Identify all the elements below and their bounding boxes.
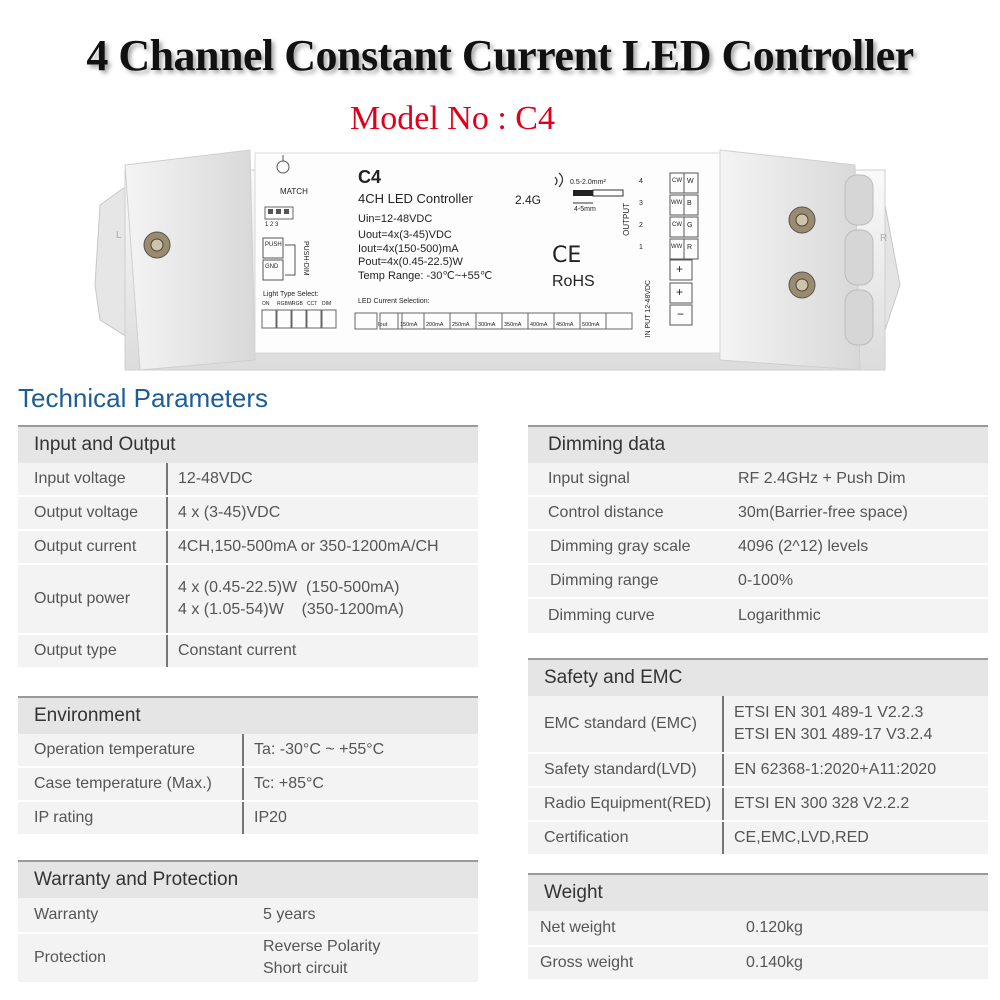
light-type: CCT [307, 301, 318, 307]
table-row [528, 463, 988, 497]
table-row [18, 565, 478, 635]
channel-a: WW [671, 244, 683, 250]
current-value: 200mA [426, 322, 444, 328]
ce-mark: CE [552, 243, 582, 268]
current-value: 500mA [582, 322, 600, 328]
controller-illustration [80, 145, 920, 385]
device-model: C4 [358, 167, 382, 187]
param-key: EMC standard (EMC) [528, 696, 724, 752]
param-key: Output type [18, 635, 168, 667]
param-key: Net weight [540, 919, 616, 936]
dip-numbers: 1 2 3 [265, 222, 279, 228]
param-key: Output power [18, 565, 168, 633]
warranty-table [18, 860, 478, 984]
section-header: Dimming data [528, 425, 988, 463]
table-row [18, 802, 478, 836]
table-row [528, 788, 988, 822]
current-value: 250mA [452, 322, 470, 328]
current-value: 400mA [530, 322, 548, 328]
param-key: Control distance [548, 504, 664, 521]
push-dim-label: PUSH-DIM [302, 241, 309, 276]
param-value: 12-48VDC [178, 470, 253, 487]
table-row [528, 696, 988, 754]
param-value: 4CH,150-500mA or 350-1200mA/CH [178, 538, 439, 555]
channel-num: 4 [639, 178, 643, 185]
table-row [18, 768, 478, 802]
light-type-select-label: Light Type Select: [263, 291, 319, 298]
channel-b: W [687, 178, 694, 185]
param-value: 30m(Barrier-free space) [738, 504, 908, 521]
param-key: Warranty [34, 906, 99, 923]
current-value: 300mA [478, 322, 496, 328]
push-label: PUSH [265, 242, 282, 248]
table-row [18, 497, 478, 531]
param-key: IP rating [18, 802, 244, 834]
table-row [18, 463, 478, 497]
page-title: 4 Channel Constant Current LED Controller [86, 31, 914, 80]
dimming-table [528, 425, 988, 635]
current-values [378, 322, 608, 328]
side-r-mark: R [880, 233, 888, 244]
param-key: Gross weight [540, 954, 634, 971]
param-value: 4 x (3-45)VDC [178, 504, 281, 521]
model-number: Model No : C4 [350, 100, 555, 137]
device-name: 4CH LED Controller [358, 191, 473, 206]
param-value: 4 x (0.45-22.5)W (150-500mA) 4 x (1.05-54)W (350-1200mA) [178, 579, 404, 618]
light-type: RGBW [277, 301, 293, 307]
temp-spec: Temp Range: -30℃~+55℃ [358, 270, 493, 282]
light-types [262, 301, 337, 307]
wire-spec: 0.5-2.0mm² [570, 179, 606, 186]
table-row [528, 497, 988, 531]
param-key: Output voltage [18, 497, 168, 529]
product-image [80, 145, 920, 385]
section-header: Input and Output [18, 425, 478, 463]
terminal-minus: − [677, 307, 685, 321]
table-row [528, 531, 988, 565]
channel-a: WW [671, 200, 683, 206]
channel-a: CW [672, 222, 682, 228]
param-value: 0.140kg [746, 954, 803, 971]
param-value: 4096 (2^12) levels [738, 538, 869, 555]
param-value: Ta: -30°C ~ +55°C [254, 741, 385, 758]
param-key: Input voltage [18, 463, 168, 495]
led-current-selection-label: LED Current Selection: [358, 298, 430, 305]
param-key: Dimming range [550, 572, 659, 589]
terminal-plus: + [676, 262, 684, 276]
param-value: Logarithmic [738, 607, 821, 624]
current-value: 350mA [504, 322, 522, 328]
param-value: CE,EMC,LVD,RED [734, 829, 869, 846]
table-row [18, 531, 478, 565]
param-value: ETSI EN 301 489-1 V2.2.3 ETSI EN 301 489-17 V3.2.4 [734, 704, 933, 743]
param-value: 0.120kg [746, 919, 803, 936]
param-value: Constant current [178, 642, 297, 659]
current-value: 150mA [400, 322, 418, 328]
section-header: Environment [18, 696, 478, 734]
current-value: Iout [378, 322, 388, 328]
match-label: MATCH [280, 187, 308, 196]
channel-num: 3 [639, 200, 643, 207]
table-row [528, 599, 988, 635]
param-value: RF 2.4GHz + Push Dim [738, 470, 906, 487]
table-row [18, 734, 478, 768]
table-row [18, 898, 478, 934]
channel-num: 1 [639, 244, 643, 251]
table-row [528, 754, 988, 788]
param-key: Dimming curve [548, 607, 655, 624]
param-value: 5 years [263, 906, 316, 923]
channel-b: R [687, 244, 693, 251]
input-output-table [18, 425, 478, 669]
output-label: OUTPUT [622, 203, 631, 236]
side-l-mark: L [116, 230, 122, 241]
environment-table [18, 696, 478, 836]
table-row [528, 822, 988, 856]
pout-spec: Pout=4x(0.45-22.5)W [358, 256, 463, 268]
light-type: RGB [292, 301, 303, 307]
param-value: Tc: +85°C [254, 775, 324, 792]
light-type: ON [262, 301, 270, 307]
table-row [528, 911, 988, 947]
param-key: Dimming gray scale [550, 538, 691, 555]
param-key: Certification [528, 822, 724, 854]
param-key: Case temperature (Max.) [18, 768, 244, 800]
param-value: Reverse Polarity Short circuit [263, 938, 381, 977]
terminal-plus: + [676, 285, 684, 299]
technical-parameters-title: Technical Parameters [18, 383, 268, 413]
channel-b: B [687, 200, 692, 207]
table-row [528, 947, 988, 981]
section-header: Weight [528, 873, 988, 911]
gnd-label: GND [265, 264, 279, 270]
safety-table [528, 658, 988, 856]
channel-b: G [687, 222, 693, 229]
param-key: Output current [18, 531, 168, 563]
section-header: Safety and EMC [528, 658, 988, 696]
param-key: Input signal [548, 470, 630, 487]
channel-num: 2 [639, 222, 643, 229]
section-header: Warranty and Protection [18, 860, 478, 898]
param-key: Operation temperature [18, 734, 244, 766]
freq-label: 2.4G [515, 193, 542, 207]
strip-length: 4-5mm [574, 206, 596, 213]
uout-spec: Uout=4x(3-45)VDC [358, 229, 452, 241]
table-row [528, 565, 988, 599]
param-value: EN 62368-1:2020+A11:2020 [734, 761, 937, 778]
rohs-mark: RoHS [552, 273, 595, 290]
current-value: 450mA [556, 322, 574, 328]
param-value: ETSI EN 300 328 V2.2.2 [734, 795, 910, 812]
weight-table [528, 873, 988, 981]
param-key: Safety standard(LVD) [528, 754, 724, 786]
iout-spec: Iout=4x(150-500)mA [358, 243, 459, 255]
param-key: Protection [34, 949, 107, 966]
param-value: 0-100% [738, 572, 794, 589]
param-value: IP20 [254, 809, 287, 826]
channel-a: CW [672, 178, 682, 184]
input-label: IN PUT 12-48VDC [645, 280, 652, 338]
table-row [18, 934, 478, 984]
table-row [18, 635, 478, 669]
param-key: Radio Equipment(RED) [528, 788, 724, 820]
light-type: DIM [322, 301, 332, 307]
uin-spec: Uin=12-48VDC [358, 213, 433, 225]
